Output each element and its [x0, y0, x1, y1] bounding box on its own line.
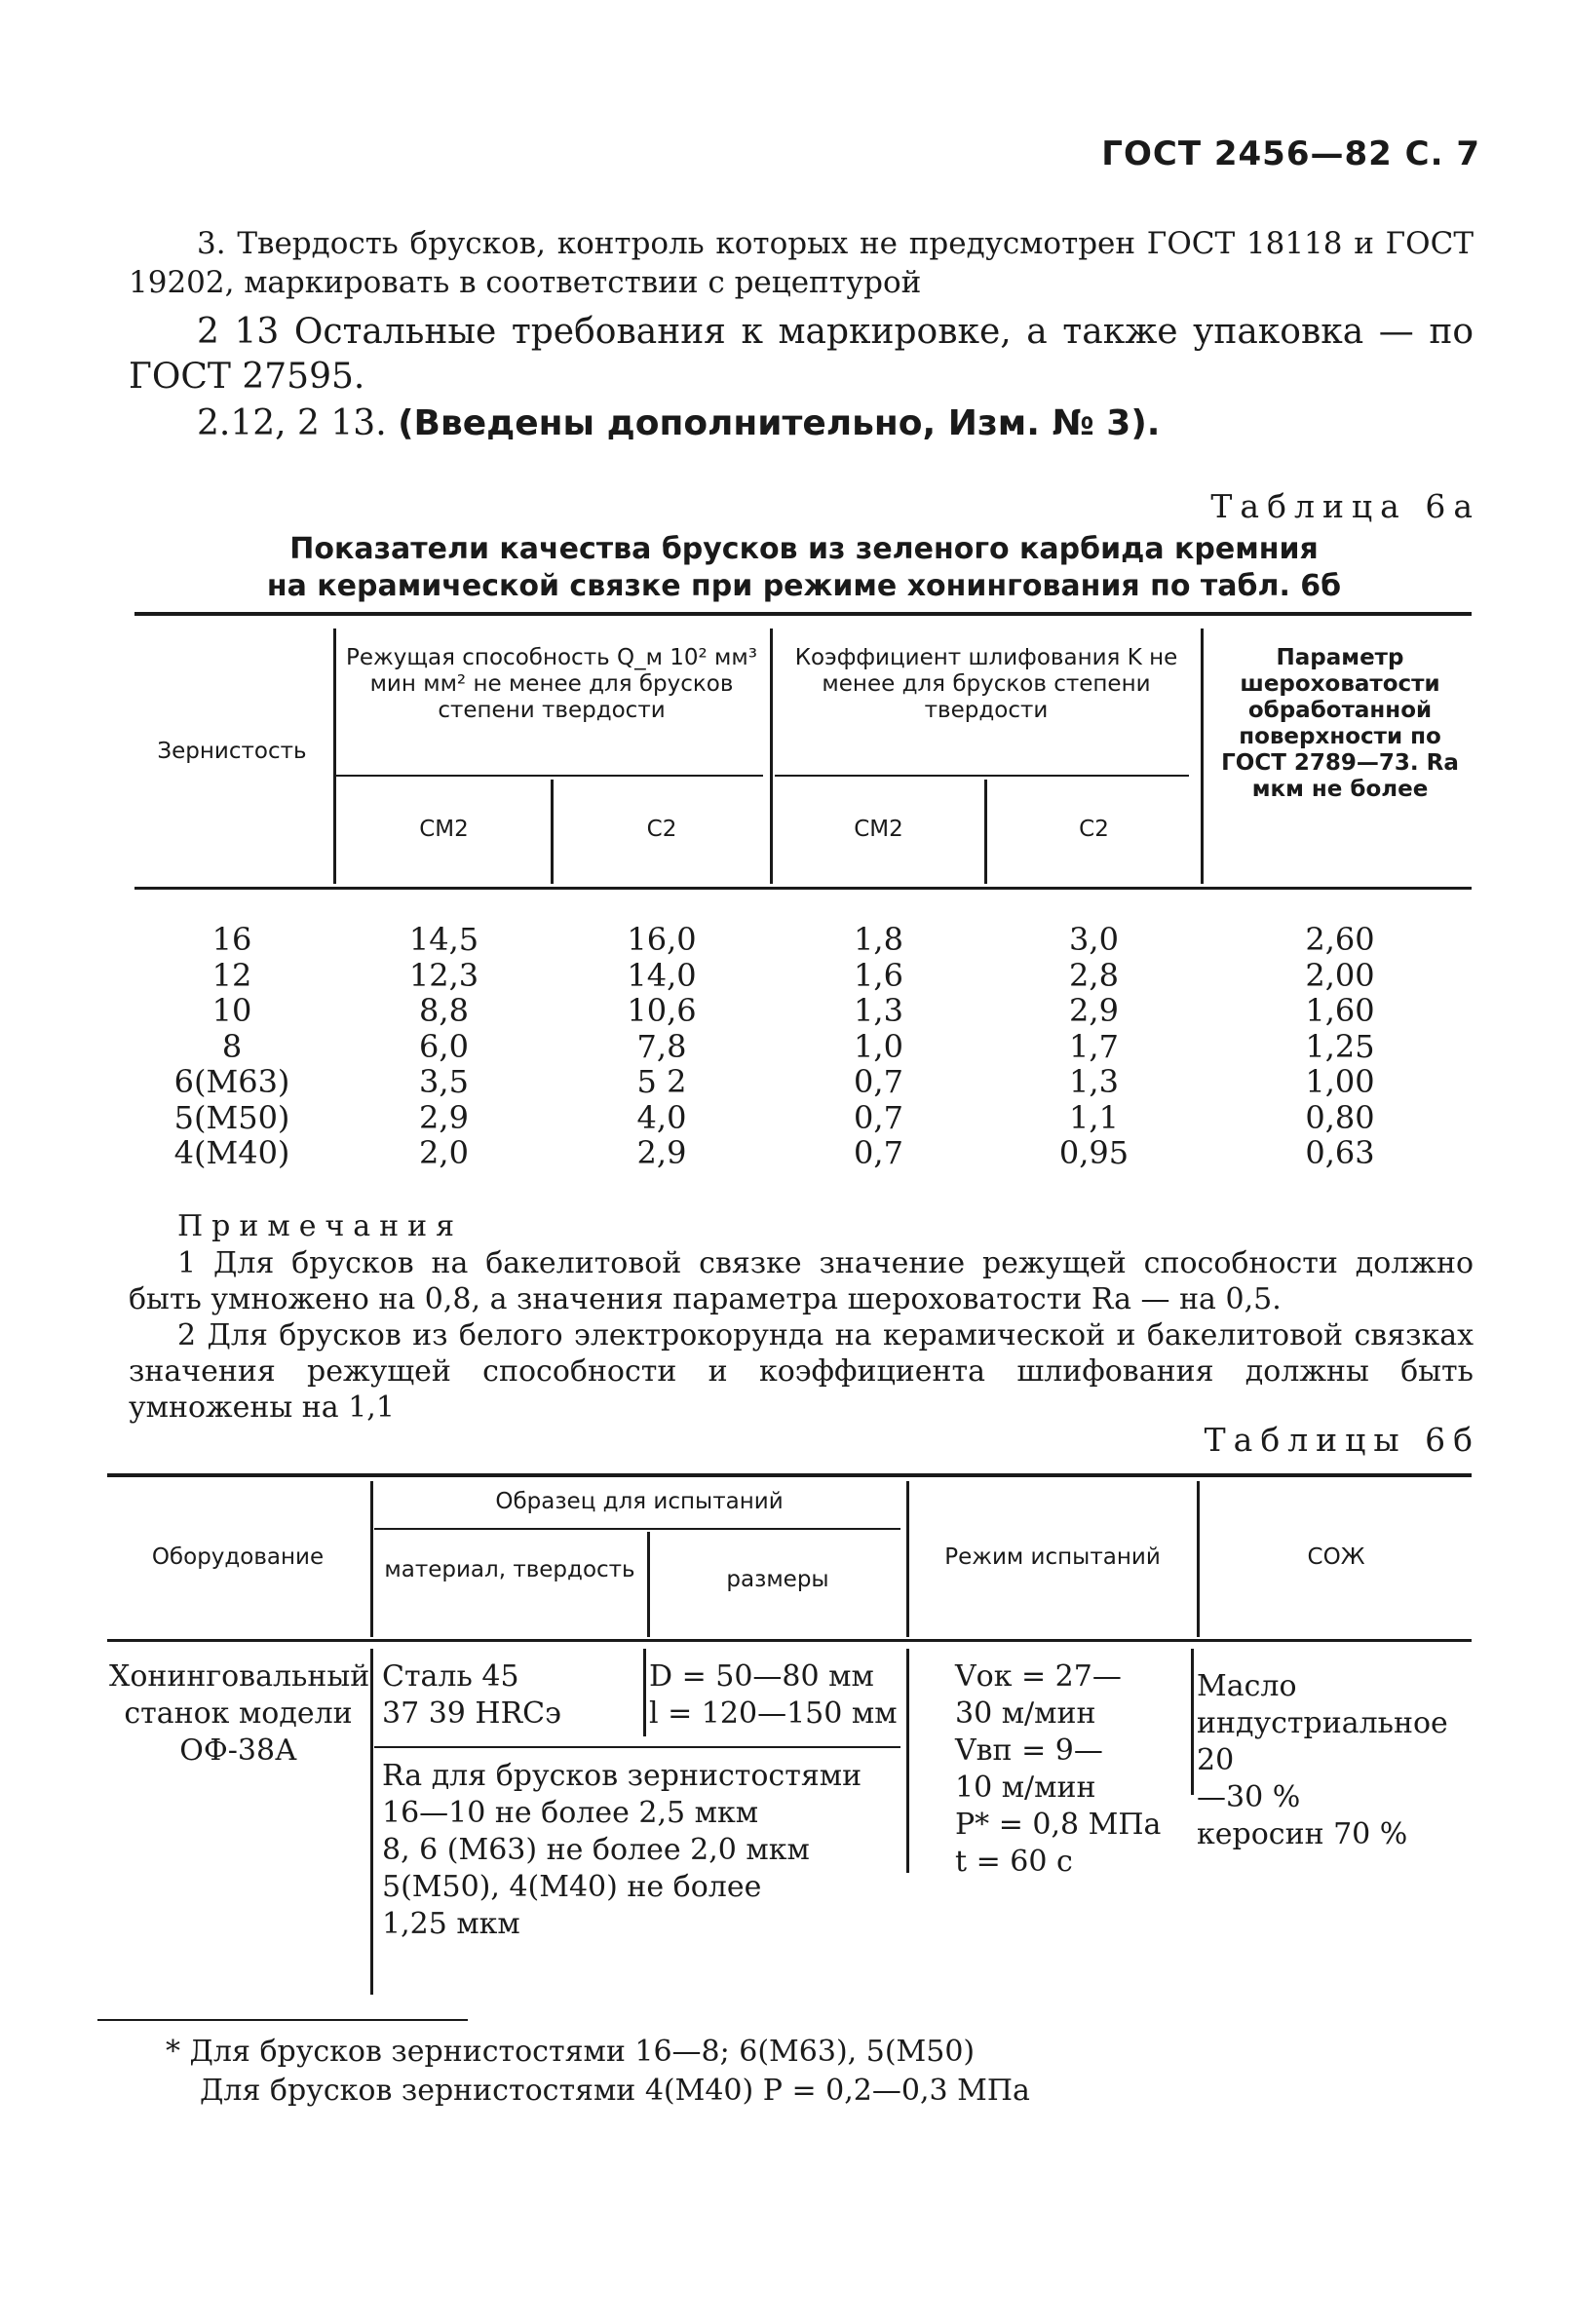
cell-equipment: Хонинговальный станок модели ОФ-38А [109, 1659, 370, 1768]
table-6a-vline-3 [770, 629, 773, 884]
header-equipment: Оборудование [151, 1544, 325, 1570]
table-6a-top-rule [134, 612, 1472, 616]
cell-mode: Vок = 27— 30 м/мин Vвп = 9— 10 м/мин P* = 0,8 МПа t = 60 с [955, 1659, 1162, 1879]
header-grain: Зернистость [157, 739, 307, 764]
cell-ra: Ra для брусков зернистостями 16—10 не более 2,5 мкм 8, 6 (М63) не более 2,0 мкм 5(М50), 4(М40) не более 1,25 мкм [382, 1759, 862, 1941]
table-6b-top-rule [107, 1473, 1472, 1477]
header-cutting-ability: Режущая способность Q_м 10² мм³ мин мм² не менее для брусков степени твердости [346, 645, 757, 723]
table-6a-header-rule [134, 887, 1472, 890]
table-6a-vline-4 [984, 780, 987, 884]
note-2: 2 Для брусков из белого электрокорунда на керамической и бакелитовой связках значения режущей способности и коэффициента шлифования должны быть умножены на 1,1 [129, 1318, 1474, 1425]
header-material: материал, твердость [384, 1557, 635, 1582]
cell-material: Сталь 45 37 39 HRCэ [382, 1659, 561, 1731]
table-6a-title-line1: Показатели качества брусков из зеленого карбида кремния [289, 532, 1319, 566]
table-6b-header-rule [107, 1639, 1472, 1642]
footnote-line-1: * Для брусков зернистостями 16—8; 6(М63), 5(М50) [166, 2035, 976, 2069]
header-roughness: Параметр шероховатости обработанной поверхности по ГОСТ 2789—73. Ra мкм не более [1221, 645, 1459, 802]
header-grinding-coef: Коэффициент шлифования K не менее для брусков степени твердости [794, 645, 1178, 723]
paragraph-item-3: 3. Твердость брусков, контроль которых не предусмотрен ГОСТ 18118 и ГОСТ 19202, маркировать в соответствии с рецептурой [129, 226, 1474, 300]
subheader-cm2-coef: СМ2 [854, 817, 903, 842]
table-6b-label: Таблицы 6б [1204, 1421, 1480, 1459]
amendment-bold: (Введены дополнительно, Изм. № 3). [398, 403, 1161, 443]
table-6a-vline-5 [1201, 629, 1204, 884]
table-6b-subrule [374, 1528, 900, 1530]
table-6b-body-vline-3 [906, 1649, 909, 1873]
notes-title: Примечания [177, 1209, 464, 1243]
cell-coolant: Масло индустриальное 20 —30 % керосин 70 % [1197, 1669, 1448, 1851]
header-mode: Режим испытаний [944, 1544, 1161, 1570]
col-coef-cm2: 1,8 1,6 1,3 1,0 0,7 0,7 0,7 [854, 921, 903, 1171]
paragraph-item-2-13: 2 13 Остальные требования к маркировке, а также упаковка — по ГОСТ 27595. [129, 312, 1474, 397]
table-6b-vline-3 [906, 1481, 909, 1637]
subheader-cm2-cutting: СМ2 [419, 817, 469, 842]
amendment-prefix: 2.12, 2 13. [197, 403, 399, 443]
note-1: 1 Для брусков на бакелитовой связке значение режущей способности должно быть умножено на 0,8, а значения параметра шероховатости Ra — на 0,5. [129, 1246, 1474, 1316]
footnote-rule [97, 2019, 468, 2021]
table-6a-title-line2: на керамической связке при режиме хонингования по табл. 6б [266, 569, 1342, 603]
table-6b-vline-4 [1197, 1481, 1200, 1637]
header-sample: Образец для испытаний [495, 1489, 784, 1514]
table-6b-body-vline-4 [1191, 1649, 1194, 1795]
header-coolant: СОЖ [1307, 1544, 1365, 1570]
header-sizes: размеры [726, 1567, 829, 1592]
subheader-c2-coef: С2 [1079, 817, 1109, 842]
table-6a-label: Таблица 6а [1210, 487, 1480, 525]
table-6a-subrule-cutting [336, 775, 763, 777]
table-6b-vline-1 [370, 1481, 373, 1637]
col-cutting-c2: 16,0 14,0 10,6 7,8 5 2 4,0 2,9 [627, 921, 697, 1171]
table-6b-body-vline-1 [370, 1649, 373, 1995]
table-6a-vline-2 [551, 780, 554, 884]
table-6b-vline-2 [647, 1532, 650, 1637]
col-cutting-cm2: 14,5 12,3 8,8 6,0 3,5 2,9 2,0 [408, 921, 479, 1171]
cell-sizes: D = 50—80 мм l = 120—150 мм [649, 1659, 898, 1731]
col-grain: 16 12 10 8 6(М63) 5(М50) 4(М40) [173, 921, 290, 1171]
col-coef-c2: 3,0 2,8 2,9 1,7 1,3 1,1 0,95 [1058, 921, 1130, 1171]
page-header: ГОСТ 2456—82 С. 7 [1101, 134, 1480, 173]
table-6b-body-subrule [374, 1746, 900, 1748]
table-6a-vline-1 [333, 629, 336, 884]
subheader-c2-cutting: С2 [646, 817, 677, 842]
col-roughness: 2,60 2,00 1,60 1,25 1,00 0,80 0,63 [1305, 921, 1375, 1171]
table-6a-subrule-coef [775, 775, 1189, 777]
table-6b-body-vline-2 [643, 1649, 646, 1736]
footnote-line-2: Для брусков зернистостями 4(М40) P = 0,2—0,3 МПа [200, 2074, 1030, 2108]
amendment-note [197, 401, 1464, 446]
